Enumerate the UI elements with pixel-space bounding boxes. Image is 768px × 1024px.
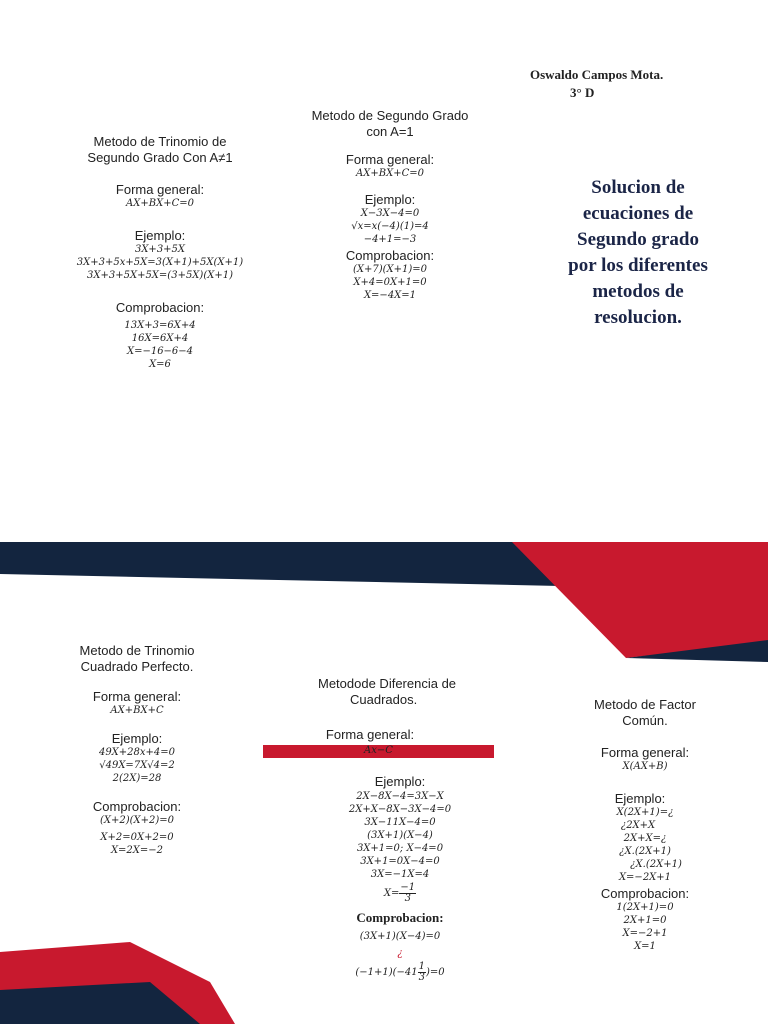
main-title-line: Solucion de bbox=[591, 177, 685, 198]
ejemplo-line: −4+1=−3 bbox=[363, 234, 417, 245]
forma-label: Forma general: bbox=[325, 727, 415, 742]
comprobacion-line: X+2=0X+2=0 bbox=[100, 832, 174, 843]
comprobacion-line: X=6 bbox=[149, 359, 171, 370]
section-title: Segundo Grado Con A≠1 bbox=[87, 150, 233, 165]
main-title bbox=[548, 175, 728, 331]
ejemplo-line: 3X+3+5x+5X=3(X+1)+5X(X+1) bbox=[76, 257, 244, 268]
comprobacion-line: (X+7)(X+1)=0 bbox=[352, 264, 428, 275]
section-title: Metodode Diferencia de bbox=[318, 676, 457, 691]
main-title-line: ecuaciones de bbox=[582, 203, 694, 224]
comprobacion-line: (X+2)(X+2)=0 bbox=[99, 815, 175, 826]
author-name-text: Oswaldo Campos Mota. bbox=[530, 67, 664, 82]
fraction bbox=[418, 962, 426, 983]
ejemplo-line: √49X=7X√4=2 bbox=[99, 760, 175, 771]
comprobacion-label: Comprobacion: bbox=[345, 248, 435, 263]
fraction-suffix: )=0 bbox=[426, 967, 445, 978]
fraction bbox=[399, 883, 416, 904]
section-diferencia bbox=[300, 774, 500, 983]
ejemplo-label: Ejemplo: bbox=[614, 791, 666, 806]
section-title: Metodo de Segundo Grado bbox=[311, 108, 469, 123]
comprobacion-label: Comprobacion: bbox=[600, 886, 690, 901]
forma-label: Forma general: bbox=[92, 689, 182, 704]
fraction-denominator: 3 bbox=[418, 972, 426, 983]
bottom-page bbox=[0, 512, 768, 1024]
comprobacion-fraction-line bbox=[300, 962, 500, 983]
comprobacion-line: 13X+3=6X+4 bbox=[124, 320, 196, 331]
author-name bbox=[530, 66, 663, 83]
comprobacion-label: Comprobacion: bbox=[115, 300, 205, 315]
forma-equation: X(AX+B) bbox=[622, 761, 668, 772]
ejemplo-label: Ejemplo: bbox=[111, 731, 163, 746]
ejemplo-line: X(2X+1)=¿ bbox=[616, 807, 674, 818]
ejemplo-line: 3X+3+5X+5X=(3+5X)(X+1) bbox=[86, 270, 233, 281]
forma-equation: AX+BX+C bbox=[110, 705, 164, 716]
comprobacion-label: Comprobacion: bbox=[92, 799, 182, 814]
forma-equation: Ax−C bbox=[364, 745, 393, 756]
comprobacion-line: X=−16−6−4 bbox=[126, 346, 194, 357]
forma-label: Forma general: bbox=[600, 745, 690, 760]
author-group-text: 3° D bbox=[570, 85, 595, 100]
ejemplo-line: 2(2X)=28 bbox=[112, 773, 162, 784]
section-title: Común. bbox=[622, 713, 668, 728]
comprobacion-line: X=2X=−2 bbox=[110, 845, 164, 856]
ejemplo-line: (3X+1)(X−4) bbox=[367, 830, 433, 841]
fraction-prefix: (−1+1)(−4 bbox=[355, 967, 412, 978]
ejemplo-line: ¿X.(2X+1) bbox=[630, 859, 682, 870]
section-title: Metodo de Factor bbox=[594, 697, 696, 712]
section-trinomio-a bbox=[55, 134, 265, 371]
ejemplo-line: 49X+28x+4=0 bbox=[98, 747, 176, 758]
forma-equation: AX+BX+C=0 bbox=[356, 168, 424, 179]
ejemplo-line: 2X−8X−4=3X−X bbox=[356, 791, 444, 802]
fraction-numerator: −1 bbox=[400, 882, 416, 893]
ejemplo-label: Ejemplo: bbox=[134, 228, 186, 243]
ejemplo-line: 3X−11X−4=0 bbox=[364, 817, 436, 828]
section-title: con A=1 bbox=[366, 124, 414, 139]
comprobacion-line: X=−2+1 bbox=[622, 928, 668, 939]
comprobacion-label: Comprobacion: bbox=[356, 910, 444, 925]
author-group bbox=[570, 84, 594, 101]
forma-equation: AX+BX+C=0 bbox=[126, 198, 194, 209]
comprobacion-line: ¿ bbox=[397, 948, 403, 959]
section-title: Cuadrado Perfecto. bbox=[80, 659, 194, 674]
ejemplo-fraction-line bbox=[300, 883, 500, 904]
ejemplo-line: 3X=−1X=4 bbox=[370, 869, 430, 880]
red-shape bbox=[512, 542, 768, 658]
fraction-prefix: X= bbox=[383, 888, 400, 899]
ejemplo-line: 2X+X=¿ bbox=[623, 833, 667, 844]
comprobacion-line: 1(2X+1)=0 bbox=[616, 902, 674, 913]
comprobacion-line: 2X+1=0 bbox=[623, 915, 667, 926]
main-title-line: por los diferentes bbox=[568, 255, 708, 276]
main-title-line: metodos de bbox=[592, 281, 684, 302]
section-title: Metodo de Trinomio de bbox=[93, 134, 227, 149]
section-title: Metodo de Trinomio bbox=[79, 643, 195, 658]
ejemplo-line: X−3X−4=0 bbox=[360, 208, 420, 219]
ejemplo-line: X=−2X+1 bbox=[618, 872, 672, 883]
ejemplo-line: 3X+1=0; X−4=0 bbox=[356, 843, 444, 854]
section-factor bbox=[575, 697, 715, 953]
forma-label: Forma general: bbox=[345, 152, 435, 167]
section-segundo-grado bbox=[290, 108, 490, 302]
main-title-line: Segundo grado bbox=[577, 229, 699, 250]
ejemplo-label: Ejemplo: bbox=[374, 774, 426, 789]
diferencia-forma bbox=[300, 727, 440, 743]
comprobacion-line: X=−4X=1 bbox=[363, 290, 417, 301]
comprobacion-line: X=1 bbox=[634, 941, 656, 952]
section-title: Cuadrados. bbox=[350, 692, 418, 707]
comprobacion-line: (3X+1)(X−4)=0 bbox=[359, 931, 441, 942]
section-diferencia-title bbox=[318, 676, 488, 708]
ejemplo-line: 2X+X−8X−3X−4=0 bbox=[348, 804, 452, 815]
ejemplo-line: ¿2X+X bbox=[620, 820, 656, 831]
ejemplo-line: ¿X.(2X+1) bbox=[619, 846, 671, 857]
ejemplo-line: 3X+1=0X−4=0 bbox=[360, 856, 440, 867]
section-trinomio-cuadrado bbox=[52, 643, 222, 857]
ejemplo-line: 3X+3+5X bbox=[134, 244, 186, 255]
main-title-line: resolucion. bbox=[594, 307, 682, 328]
comprobacion-line: 16X=6X+4 bbox=[131, 333, 189, 344]
mixed-whole: 1 bbox=[411, 967, 418, 978]
forma-label: Forma general: bbox=[115, 182, 205, 197]
comprobacion-line: X+4=0X+1=0 bbox=[353, 277, 427, 288]
ejemplo-label: Ejemplo: bbox=[364, 192, 416, 207]
ejemplo-line: √x=x(−4)(1)=4 bbox=[351, 221, 429, 232]
fraction-numerator: 1 bbox=[418, 961, 426, 972]
fraction-denominator: 3 bbox=[404, 893, 411, 904]
